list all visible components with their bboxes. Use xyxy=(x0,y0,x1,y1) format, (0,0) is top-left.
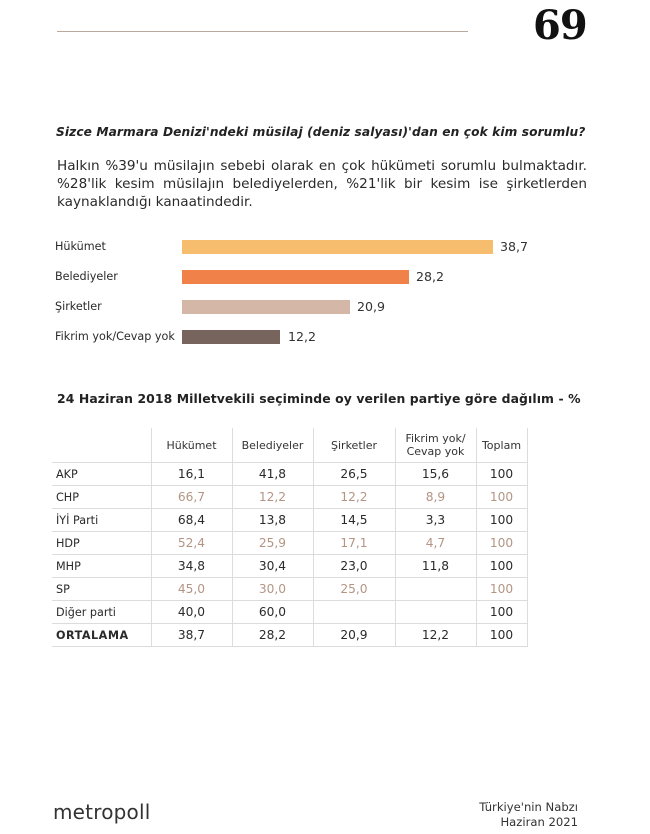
cell-hukumet: 16,1 xyxy=(151,463,232,486)
cell-sirketler: 17,1 xyxy=(313,532,395,555)
table-title: 24 Haziran 2018 Milletvekili seçiminde oy verilen partiye göre dağılım - % xyxy=(57,391,581,406)
cell-belediyeler: 13,8 xyxy=(232,509,313,532)
cell-belediyeler: 30,0 xyxy=(232,578,313,601)
cell-sirketler: 23,0 xyxy=(313,555,395,578)
table-row-average xyxy=(52,624,527,647)
table-row xyxy=(52,486,527,509)
party-name: ORTALAMA xyxy=(52,624,151,647)
cell-toplam: 100 xyxy=(476,509,527,532)
cell-sirketler: 14,5 xyxy=(313,509,395,532)
bar-label: Hükümet xyxy=(55,240,106,253)
cell-fikrim-yok: 12,2 xyxy=(395,624,476,647)
publication-date: Haziran 2021 xyxy=(500,815,578,829)
bar-label: Belediyeler xyxy=(55,270,118,283)
cell-hukumet: 38,7 xyxy=(151,624,232,647)
party-distribution-table xyxy=(52,428,528,647)
bar-value: 12,2 xyxy=(288,329,317,344)
header-belediyeler: Belediyeler xyxy=(232,428,313,463)
cell-toplam: 100 xyxy=(476,486,527,509)
cell-hukumet: 68,4 xyxy=(151,509,232,532)
cell-belediyeler: 25,9 xyxy=(232,532,313,555)
footer-publication-info xyxy=(479,800,578,830)
cell-hukumet: 34,8 xyxy=(151,555,232,578)
cell-fikrim-yok: 3,3 xyxy=(395,509,476,532)
cell-belediyeler: 60,0 xyxy=(232,601,313,624)
table-row xyxy=(52,463,527,486)
bar-sirketler xyxy=(182,300,350,314)
cell-toplam: 100 xyxy=(476,463,527,486)
cell-hukumet: 52,4 xyxy=(151,532,232,555)
bar-belediyeler xyxy=(182,270,409,284)
party-name: Diğer parti xyxy=(52,601,151,624)
cell-fikrim-yok: 11,8 xyxy=(395,555,476,578)
summary-text: Halkın %39'u müsilajın sebebi olarak en çok hükümeti sorumlu bulmaktadır. %28'lik kesim müsilajın belediyelerden, %21'lik bir kesim ise şirketlerden kaynaklandığı kanaatindedir. xyxy=(57,158,587,210)
party-name: CHP xyxy=(52,486,151,509)
cell-fikrim-yok: 8,9 xyxy=(395,486,476,509)
cell-fikrim-yok xyxy=(395,601,476,624)
table-header-row xyxy=(52,428,527,463)
publication-name: Türkiye'nin Nabzı xyxy=(479,800,578,814)
party-name: AKP xyxy=(52,463,151,486)
party-name: İYİ Parti xyxy=(52,509,151,532)
cell-fikrim-yok: 4,7 xyxy=(395,532,476,555)
cell-toplam: 100 xyxy=(476,532,527,555)
cell-toplam: 100 xyxy=(476,578,527,601)
party-name: MHP xyxy=(52,555,151,578)
cell-sirketler: 12,2 xyxy=(313,486,395,509)
header-fikrim-line2: Cevap yok xyxy=(406,445,465,458)
cell-belediyeler: 41,8 xyxy=(232,463,313,486)
cell-toplam: 100 xyxy=(476,555,527,578)
header-sirketler: Şirketler xyxy=(313,428,395,463)
survey-question: Sizce Marmara Denizi'ndeki müsilaj (deniz salyası)'dan en çok kim sorumlu? xyxy=(56,125,586,139)
bar-hukumet xyxy=(182,240,493,254)
cell-belediyeler: 12,2 xyxy=(232,486,313,509)
metropoll-logo: metropoll xyxy=(53,800,151,824)
header-fikrim-line1: Fikrim yok/ xyxy=(405,432,466,445)
page-number: 69 xyxy=(533,2,587,49)
header-fikrim-yok xyxy=(395,428,476,463)
party-name: HDP xyxy=(52,532,151,555)
cell-sirketler xyxy=(313,601,395,624)
table-row xyxy=(52,555,527,578)
cell-hukumet: 40,0 xyxy=(151,601,232,624)
cell-hukumet: 45,0 xyxy=(151,578,232,601)
cell-belediyeler: 30,4 xyxy=(232,555,313,578)
bar-label: Şirketler xyxy=(55,300,102,313)
cell-sirketler: 20,9 xyxy=(313,624,395,647)
bar-fikrim-yok xyxy=(182,330,280,344)
header-hukumet: Hükümet xyxy=(151,428,232,463)
cell-toplam: 100 xyxy=(476,624,527,647)
table-row xyxy=(52,601,527,624)
header-party xyxy=(52,428,151,463)
party-name: SP xyxy=(52,578,151,601)
header-rule xyxy=(57,31,468,32)
bar-value: 38,7 xyxy=(500,239,529,254)
cell-sirketler: 25,0 xyxy=(313,578,395,601)
cell-toplam: 100 xyxy=(476,601,527,624)
table-row xyxy=(52,578,527,601)
cell-hukumet: 66,7 xyxy=(151,486,232,509)
table-row xyxy=(52,532,527,555)
bar-label: Fikrim yok/Cevap yok xyxy=(55,330,175,343)
header-toplam: Toplam xyxy=(476,428,527,463)
cell-belediyeler: 28,2 xyxy=(232,624,313,647)
cell-fikrim-yok xyxy=(395,578,476,601)
cell-sirketler: 26,5 xyxy=(313,463,395,486)
bar-value: 28,2 xyxy=(416,269,445,284)
table-row xyxy=(52,509,527,532)
bar-value: 20,9 xyxy=(357,299,386,314)
cell-fikrim-yok: 15,6 xyxy=(395,463,476,486)
